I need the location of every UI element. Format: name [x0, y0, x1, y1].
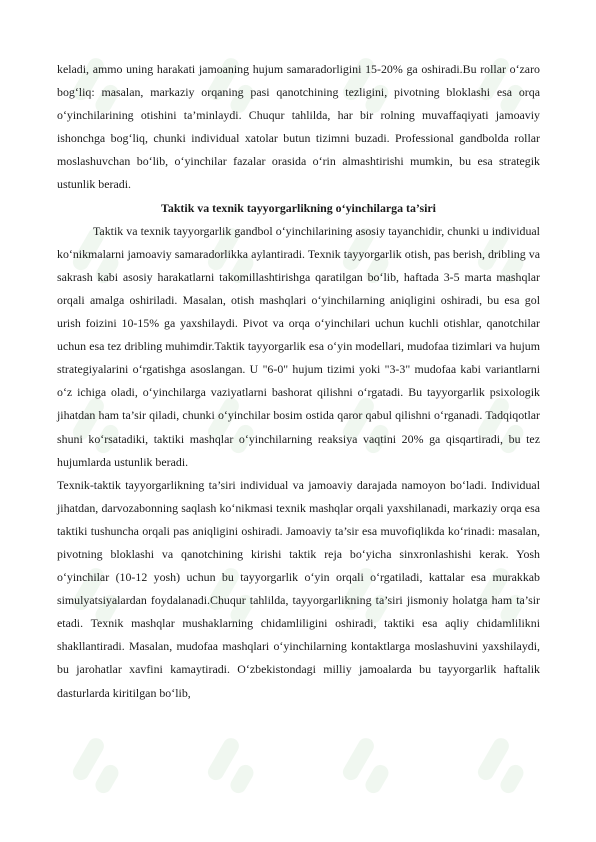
- section-heading: Taktik va texnik tayyorgarlikning o‘yinchilarga ta’siri: [161, 200, 436, 215]
- paragraph-impact: Texnik-taktik tayyorgarlikning ta’siri individual va jamoaviy darajada namoyon bo‘ladi. Individual jihatdan, darvozabonning saqlash ko‘nikmasi texnik mashqlar orqali yaxshilanadi, markaziy orqa esa taktiki tushuncha orqali pas aniqligini oshiradi. Jamoaviy ta’sir esa muvofiqlikda ko‘rinadi: masalan, pivotning bloklashi va qanotchining kirishi taktik reja bo‘yicha sinxronlashishi kerak. Yosh o‘yinchilar (10-12 yosh) uchun bu tayyorgarlik o‘yin orqali o‘rgatiladi, kattalar esa murakkab simulyatsiyalardan foydalanadi.Chuqur tahlilda, tayyorgarlikning ta’siri jismoniy holatga ham ta’sir etadi. Texnik mashqlar mushaklarning chidamliligini oshiradi, taktiki esa aqliy chidamlilikni shakllantiradi. Masalan, mudofaa mashqlari o‘yinchilarning kontaktlarga moslashuvini yaxshilaydi, bu jarohatlar xavfini kamaytiradi. O‘zbekistondagi milliy jamoalarda bu tayyorgarlik haftalik dasturlarda kiritilgan bo‘lib,: [57, 477, 540, 700]
- paragraph-preparation: Taktik va texnik tayyorgarlik gandbol o‘yinchilarining asosiy tayanchidir, chunki u individual ko‘nikmalarni jamoaviy samaradorlikka aylantiradi. Texnik tayyorgarlik otish, pas berish, dribling va sakrash kabi asosiy harakatlarni takomillashtirishga qaratilgan bo‘lib, haftada 3-5 marta mashqlar orqali amalga oshiriladi. Masalan, otish mashqlari o‘yinchilarning aniqligini oshiradi, bu esa gol urish foizini 10-15% ga yaxshilaydi. Pivot va orqa o‘yinchilari uchun kuchli otishlar, qanotchilar uchun esa tez dribling muhimdir.Taktik tayyorgarlik esa o‘yin modellari, mudofaa tizimlari va hujum strategiyalarini o‘rgatishga asoslangan. U "6-0" hujum tizimi yoki "3-3" mudofaa kabi variantlarni o‘z ichiga oladi, o‘yinchilarga vaziyatlarni bashorat qilishni o‘rgatadi. Bu tayyorgarlik psixologik jihatdan ham ta’sir qiladi, chunki o‘yinchilar bosim ostida qaror qabul qilishni o‘rganadi. Tadqiqotlar shuni ko‘rsatadiki, taktiki mashqlar o‘yinchilarning reaksiya vaqtini 20% ga qisqartiradi, bu tez hujumlarda ustunlik beradi.: [57, 223, 540, 469]
- paragraph-roles: keladi, ammo uning harakati jamoaning hujum samaradorligini 15-20% ga oshiradi.Bu rollar o‘zaro bog‘liq: masalan, markaziy orqaning pasi qanotchining tezligini, pivotning bloklashi esa orqa o‘yinchilarining otishini ta’minlaydi. Chuqur tahlilda, har bir rolning muvaffaqiyati jamoaviy ishonchga bog‘liq, chunki individual xatolar butun tizimni buzadi. Professional gandbolda rollar moslashuvchan bo‘lib, o‘yinchilar fazalar orasida o‘rin almashtirishi mumkin, bu esa strategik ustunlik beradi.: [57, 62, 540, 192]
- document-body: [57, 58, 540, 705]
